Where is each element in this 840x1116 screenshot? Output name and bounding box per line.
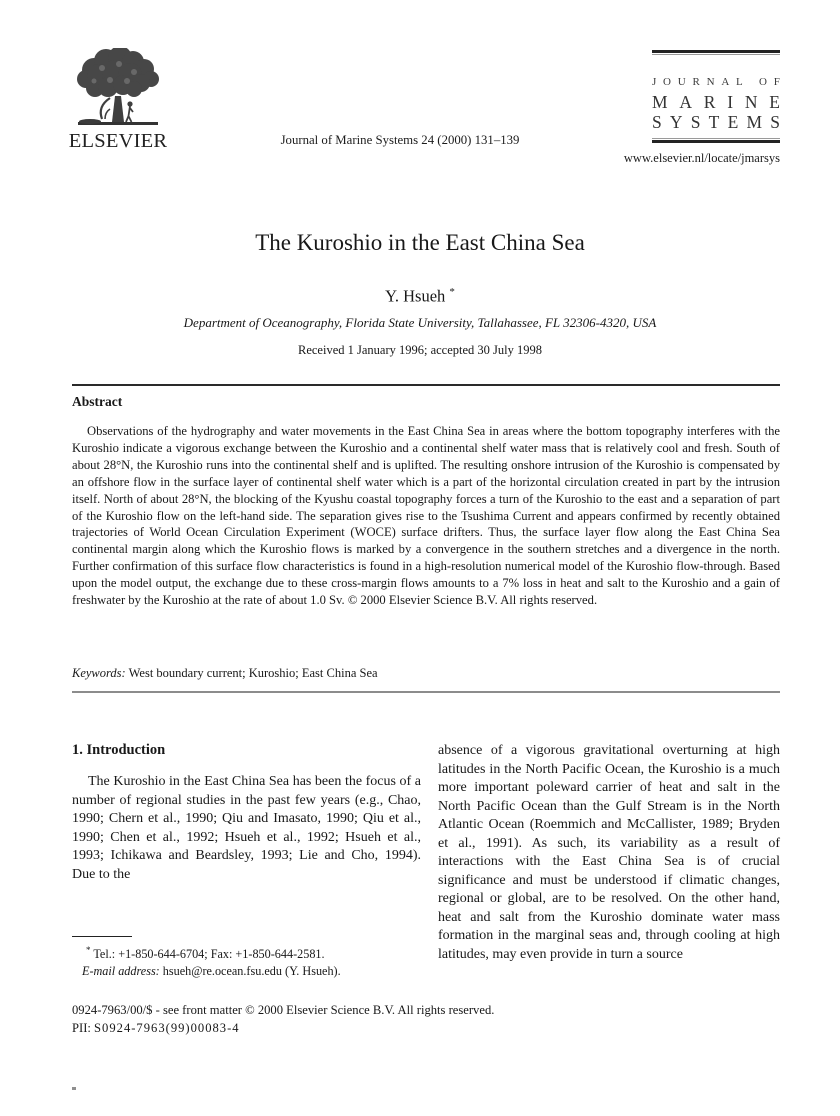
keywords-line (72, 666, 780, 681)
introduction-paragraph-right: absence of a vigorous gravitational overturning at high latitudes in the North Pacific Ocean, the Kuroshio is a much more important poleward carrier of heat and salt in the North Pacific Ocean than the Gulf Stream is in the North Atlantic Ocean (Roemmich and McCallister, 1989; Bryden et al., 1991). As such, its variability as a result of interactions with the East China Sea is of crucial significance and must be understood if climatic changes, regional or global, are to be resolved. On the other hand, heat and salt from the Kuroshio dominate water mass formation in the marginal seas and, through cooling at high latitudes, may even provide in turn a source (438, 743, 780, 962)
keywords-bottom-rule (72, 691, 780, 693)
copyright-footer (72, 1001, 780, 1037)
footnote-rule (72, 936, 132, 937)
article-title: The Kuroshio in the East China Sea (255, 230, 585, 255)
masthead-top-rule-thick (652, 50, 780, 53)
issn-copyright-line: 0924-7963/00/$ - see front matter © 2000 Elsevier Science B.V. All rights reserved. (72, 1003, 495, 1017)
author-footnote (72, 936, 421, 979)
abstract-text: Observations of the hydrography and water movements in the East China Sea in areas where the bottom topography interferes with the Kuroshio indicate a vigorous exchange between the Kuroshio and a continental shelf water mass that is relatively cool and fresh. South of about 28°N, the Kuroshio runs into the continental shelf and is uplifted. The resulting onshore intrusion of the Kuroshio is compensated by an offshore flow in the surface layer of continental shelf water which is a part of the horizontal circulation created in part by the intrusion itself. North of about 28°N, the blocking of the Kyushu coastal topography forces a turn of the Kuroshio to the east and a separation of part of the Kuroshio flow on the left-hand side. The separation gives rise to the Tsushima Current and appears confirmed by recently obtained trajectories of World Ocean Circulation Experiment (WOCE) surface drifters. Thus, the surface layer flow along the East China Sea continental margin along which the Kuroshio flows is marked by a convergence in the southern stretches and a divergence in the north. Further confirmation of this surface flow characteristics is found in a high-resolution numerical model of the Kuroshio flow-through. Based upon the model output, the exchange due to these cross-margin flows amounts to a 7% loss in heat and salt to the Kuroshio and a gain of freshwater by the Kuroshio at the rate of about 1.0 Sv. © 2000 Elsevier Science B.V. All rights reserved. (72, 424, 780, 608)
scan-artifact-dot (72, 1087, 76, 1090)
publisher-name: ELSEVIER (68, 130, 168, 152)
masthead-bottom-rule-thin (652, 138, 780, 139)
pii-label: PII: (72, 1021, 95, 1035)
author-name: Y. Hsueh (385, 286, 446, 306)
author-affiliation: Department of Oceanography, Florida State University, Tallahassee, FL 32306-4320, USA (183, 315, 657, 330)
body-column-right (438, 742, 780, 964)
journal-masthead (652, 50, 780, 143)
received-accepted-dates: Received 1 January 1996; accepted 30 July 1998 (297, 343, 543, 357)
footnote-email (72, 963, 421, 980)
pii-value: S0924-7963(99)00083-4 (94, 1021, 240, 1035)
journal-website-url: www.elsevier.nl/locate/jmarsys (623, 151, 780, 165)
section-heading-introduction: 1. Introduction (72, 742, 166, 758)
article-author (0, 286, 840, 307)
footnote-email-value: hsueh@re.ocean.fsu.edu (Y. Hsueh). (159, 963, 341, 978)
masthead-journal-of: J O U R N A L O F (652, 76, 780, 88)
footnote-email-label: E-mail address: (82, 963, 160, 978)
masthead-systems: S Y S T E M S (652, 111, 780, 132)
masthead-marine: M A R I N E (652, 92, 780, 112)
abstract-top-rule (72, 384, 780, 386)
introduction-paragraph-left: The Kuroshio in the East China Sea has been the focus of a number of regional studies in the past few years (e.g., Chao, 1990; Chern et al., 1990; Qiu and Imasato, 1990; Qiu et al., 1990; Chen et al., 1992; Hsueh et al., 1992; Hsueh et al., 1993; Ichikawa and Beardsley, 1993; Lie and Cho, 1994). Due to the (72, 774, 421, 882)
footnote-telfax-text: Tel.: +1-850-644-6704; Fax: +1-850-644-2581. (90, 947, 325, 962)
body-column-left (72, 742, 421, 884)
footnote-marker: * (86, 945, 91, 956)
keywords-values: West boundary current; Kuroshio; East China Sea (128, 666, 378, 680)
footnote-telfax (72, 942, 421, 963)
masthead-top-rule-thin (652, 54, 780, 55)
keywords-label: Keywords: (72, 666, 126, 680)
abstract-heading: Abstract (72, 394, 123, 409)
author-footnote-marker: * (449, 286, 455, 298)
elsevier-tree-icon (72, 48, 164, 128)
journal-citation: Journal of Marine Systems 24 (2000) 131–139 (280, 133, 520, 147)
pii-line (72, 1019, 780, 1037)
masthead-bottom-rule-thick (652, 140, 780, 143)
